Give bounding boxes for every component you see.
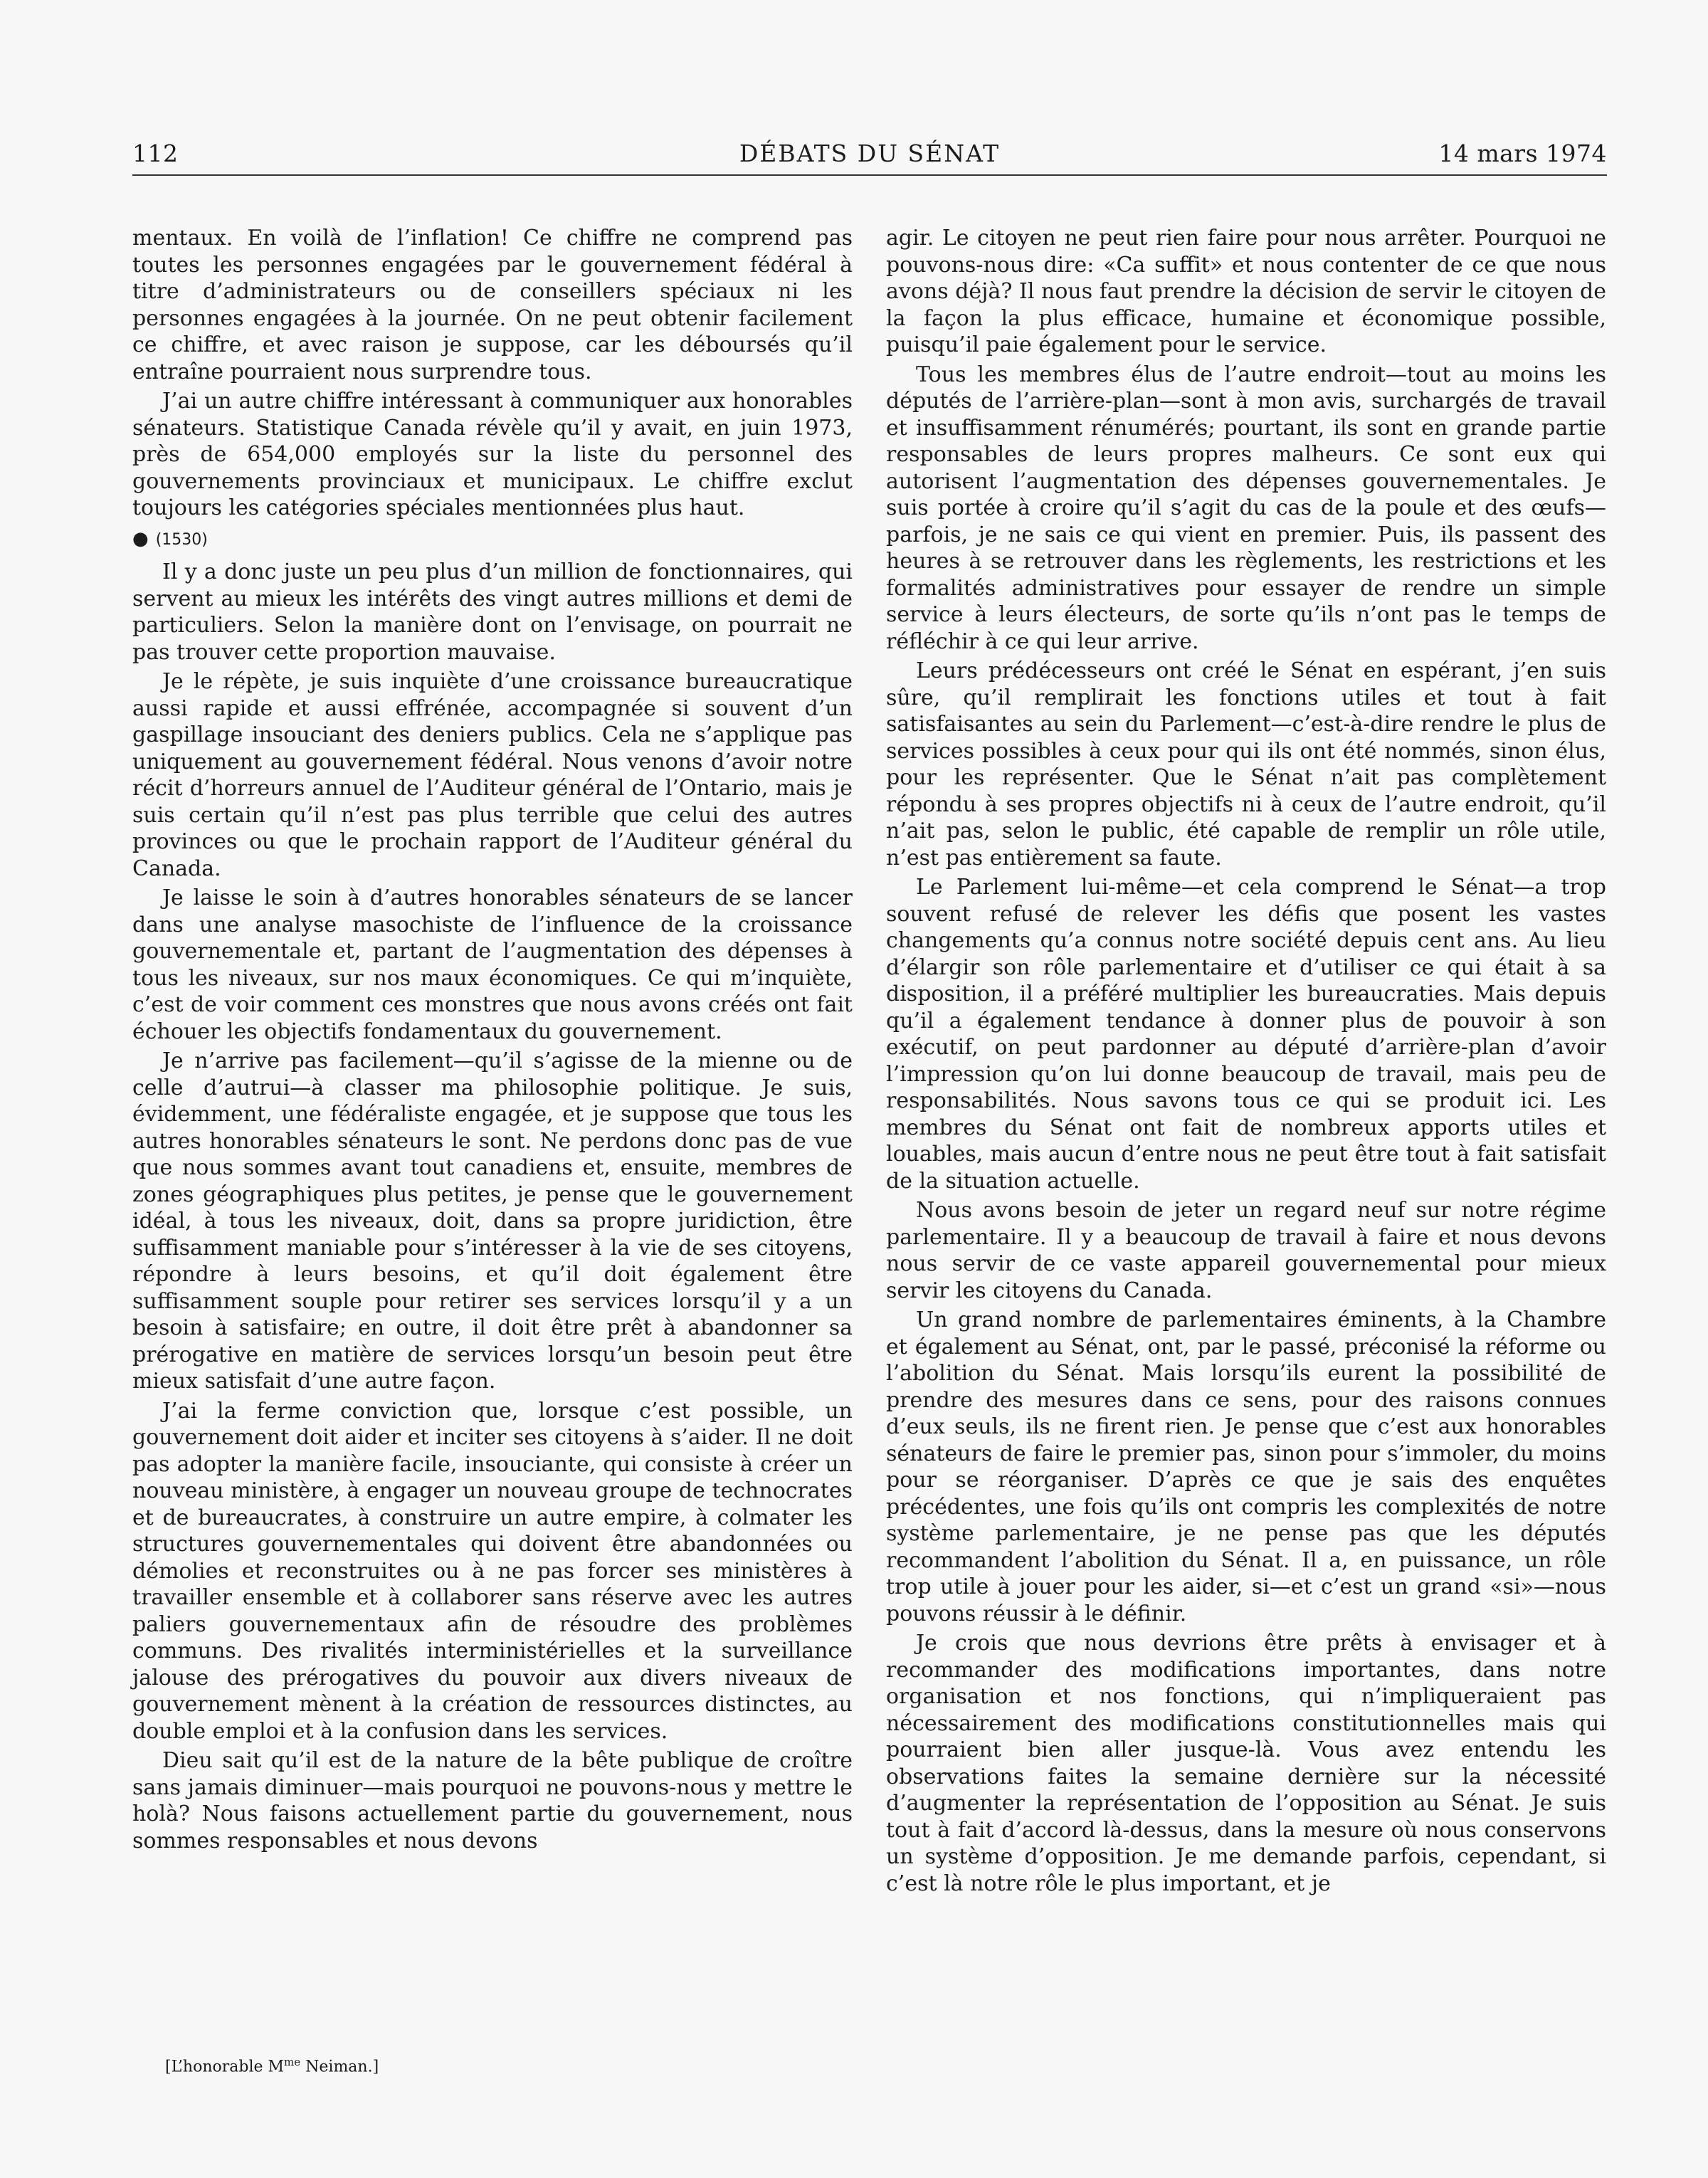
right-column xyxy=(886,225,1606,1900)
paragraph: J’ai la ferme conviction que, lorsque c’est possible, un gouvernement doit aider et inciter ses citoyens à s’aider. Il ne doit pas adopter la manière facile, insouciante, qui consiste à créer un nouveau ministère, à engager un nouveau groupe de technocrates et de bureaucrates, à construire un autre empire, à colmater les structures gouvernementales qui doivent être abandonnées ou démolies et reconstruites ou à ne pas forcer ses ministères à travailler ensemble et à collaborer sans réserve avec les autres paliers gouvernementaux afin de résoudre des problèmes communs. Des rivalités interministérielles et la surveillance jalouse des prérogatives du pouvoir aux divers niveaux de gouvernement mènent à la création de ressources distinctes, au double emploi et à la confusion dans les services. xyxy=(132,1398,853,1744)
time-marker xyxy=(132,526,853,554)
speaker-suffix: Neiman.] xyxy=(300,2058,379,2076)
paragraph: Dieu sait qu’il est de la nature de la bête publique de croître sans jamais diminuer—mais pourquoi ne pouvons-nous y mettre le holà? Nous faisons actuellement partie du gouvernement, nous sommes responsables et nous devons xyxy=(132,1748,853,1853)
speaker-superscript: me xyxy=(284,2056,301,2068)
publication-date: 14 mars 1974 xyxy=(1438,140,1607,167)
header-rule xyxy=(132,174,1607,176)
paragraph: Il y a donc juste un peu plus d’un million de fonctionnaires, qui servent au mieux les intérêts des vingt autres millions et demi de particuliers. Selon la manière dont on l’envisage, on pourrait ne pas trouver cette proportion mauvaise. xyxy=(132,559,853,665)
paragraph: Je n’arrive pas facilement—qu’il s’agisse de la mienne ou de celle d’autrui—à classer ma philosophie politique. Je suis, évidemment, une fédéraliste engagée, et je suppose que tous les autres honorables sénateurs le sont. Ne perdons donc pas de vue que nous sommes avant tout canadiens et, ensuite, membres de zones géographiques plus petites, je pense que le gouvernement idéal, à tous les niveaux, doit, dans sa propre juridiction, être suffisamment maniable pour s’intéresser à la vie de ses citoyens, répondre à leurs besoins, et qu’il doit également être suffisamment souple pour retirer ses services lorsqu’il y a un besoin à satisfaire; en outre, il doit être prêt à abandonner sa prérogative en matière de services lorsqu’un besoin peut être mieux satisfait d’une autre façon. xyxy=(132,1048,853,1394)
paragraph: Je crois que nous devrions être prêts à envisager et à recommander des modifications importantes, dans notre organisation et nos fonctions, qui n’impliqueraient pas nécessairement des modifications constitutionnelles mais qui pourraient bien aller jusque-là. Vous avez entendu les observations faites la semaine dernière sur la nécessité d’augmenter la représentation de l’opposition au Sénat. Je suis tout à fait d’accord là-dessus, dans la mesure où nous conservons un système d’opposition. Je me demande parfois, cependant, si c’est là notre rôle le plus important, et je xyxy=(886,1631,1606,1896)
paragraph: Je le répète, je suis inquiète d’une croissance bureaucratique aussi rapide et aussi effrénée, accompagnée si souvent d’un gaspillage insouciant des deniers publics. Cela ne s’applique pas uniquement au gouvernement fédéral. Nous venons d’avoir notre récit d’horreurs annuel de l’Auditeur général de l’Ontario, mais je suis certain qu’il n’est pas plus terrible que celui des autres provinces ou que le prochain rapport de l’Auditeur général du Canada. xyxy=(132,669,853,881)
paragraph: J’ai un autre chiffre intéressant à communiquer aux honorables sénateurs. Statistique Canada révèle qu’il y avait, en juin 1973, près de 654,000 employés sur la liste du personnel des gouvernements provinciaux et municipaux. Le chiffre exclut toujours les catégories spéciales mentionnées plus haut. xyxy=(132,389,853,520)
speaker-attribution xyxy=(165,2056,379,2076)
left-column xyxy=(132,225,853,1857)
paragraph: mentaux. En voilà de l’inflation! Ce chiffre ne comprend pas toutes les personnes engagées par le gouvernement fédéral à titre d’administrateurs ou de conseillers spéciaux ni les personnes engagées à la journée. On ne peut obtenir facilement ce chiffre, et avec raison je suppose, car les déboursés qu’il entraîne pourraient nous surprendre tous. xyxy=(132,226,853,384)
paragraph: agir. Le citoyen ne peut rien faire pour nous arrêter. Pourquoi ne pouvons-nous dire: «Ca suffit» et nous contenter de ce que nous avons déjà? Il nous faut prendre la décision de servir le citoyen de la façon la plus efficace, humaine et économique possible, puisqu’il paie également pour le service. xyxy=(886,226,1606,357)
paragraph: Leurs prédécesseurs ont créé le Sénat en espérant, j’en suis sûre, qu’il remplirait les fonctions utiles et tout à fait satisfaisantes au sein du Parlement—c’est-à-dire rendre le plus de services possibles à ceux pour qui ils ont été nommés, sinon élus, pour les représenter. Que le Sénat n’ait pas complètement répondu à ses propres objectifs ni à ceux de l’autre endroit, qu’il n’ait pas, selon le public, été capable de remplir un rôle utile, n’est pas entièrement sa faute. xyxy=(886,658,1606,870)
publication-title: DÉBATS DU SÉNAT xyxy=(739,140,1001,167)
paragraph: Le Parlement lui-même—et cela comprend le Sénat—a trop souvent refusé de relever les défis que posent les vastes changements qu’a connus notre société depuis cent ans. Au lieu d’élargir son rôle parlementaire et d’utiliser ce qui était à sa disposition, il a préféré multiplier les bureaucraties. Mais depuis qu’il a également tendance à donner plus de pouvoir à son exécutif, on peut pardonner au député d’arrière-plan d’avoir l’impression qu’on lui donne beaucoup de travail, mais peu de responsabilités. Nous savons tous ce qui se produit ici. Les membres du Sénat ont fait de nombreux apports utiles et louables, mais aucun d’entre nous ne peut être tout à fait satisfait de la situation actuelle. xyxy=(886,875,1606,1194)
page-header xyxy=(132,140,1607,175)
time-marker-text: (1530) xyxy=(155,530,208,549)
paragraph: Je laisse le soin à d’autres honorables sénateurs de se lancer dans une analyse masochiste de l’influence de la croissance gouvernementale et, partant de l’augmentation des dépenses à tous les niveaux, sur nos maux économiques. Ce qui m’inquiète, c’est de voir comment ces monstres que nous avons créés ont fait échouer les objectifs fondamentaux du gouvernement. xyxy=(132,885,853,1044)
speaker-prefix: [L’honorable M xyxy=(165,2058,285,2076)
bullet-icon: ● xyxy=(132,527,149,549)
paragraph: Un grand nombre de parlementaires éminents, à la Chambre et également au Sénat, ont, par le passé, préconisé la réforme ou l’abolition du Sénat. Mais lorsqu’ils eurent la possibilité de prendre des mesures dans ce sens, pour des raisons connues d’eux seuls, ils ne firent rien. Je pense que c’est aux honorables sénateurs de faire le premier pas, sinon pour s’immoler, du moins pour se réorganiser. D’après ce que je sais des enquêtes précédentes, une fois qu’ils ont compris les complexités de notre système parlementaire, je ne pense pas que les députés recommandent l’abolition du Sénat. Il a, en puissance, un rôle trop utile à jouer pour les aider, si—et c’est un grand «si»—nous pouvons réussir à le définir. xyxy=(886,1308,1606,1626)
paragraph: Nous avons besoin de jeter un regard neuf sur notre régime parlementaire. Il y a beaucoup de travail à faire et nous devons nous servir de ce vaste appareil gouvernemental pour mieux servir les citoyens du Canada. xyxy=(886,1198,1606,1303)
page-number: 112 xyxy=(132,140,179,167)
paragraph: Tous les membres élus de l’autre endroit—tout au moins les députés de l’arrière-plan—sont à mon avis, surchargés de travail et insuffisamment rénumérés; pourtant, ils sont en grande partie responsables de leurs propres malheurs. Ce sont eux qui autorisent l’augmentation des dépenses gouvernementales. Je suis portée à croire qu’il s’agit du cas de la poule et des œufs—parfois, je ne sais ce qui vient en premier. Puis, ils passent des heures à se retrouver dans les règlements, les restrictions et les formalités administratives pour essayer de rendre un simple service à leurs électeurs, de sorte qu’ils n’ont pas le temps de réfléchir à ce qui leur arrive. xyxy=(886,362,1606,654)
